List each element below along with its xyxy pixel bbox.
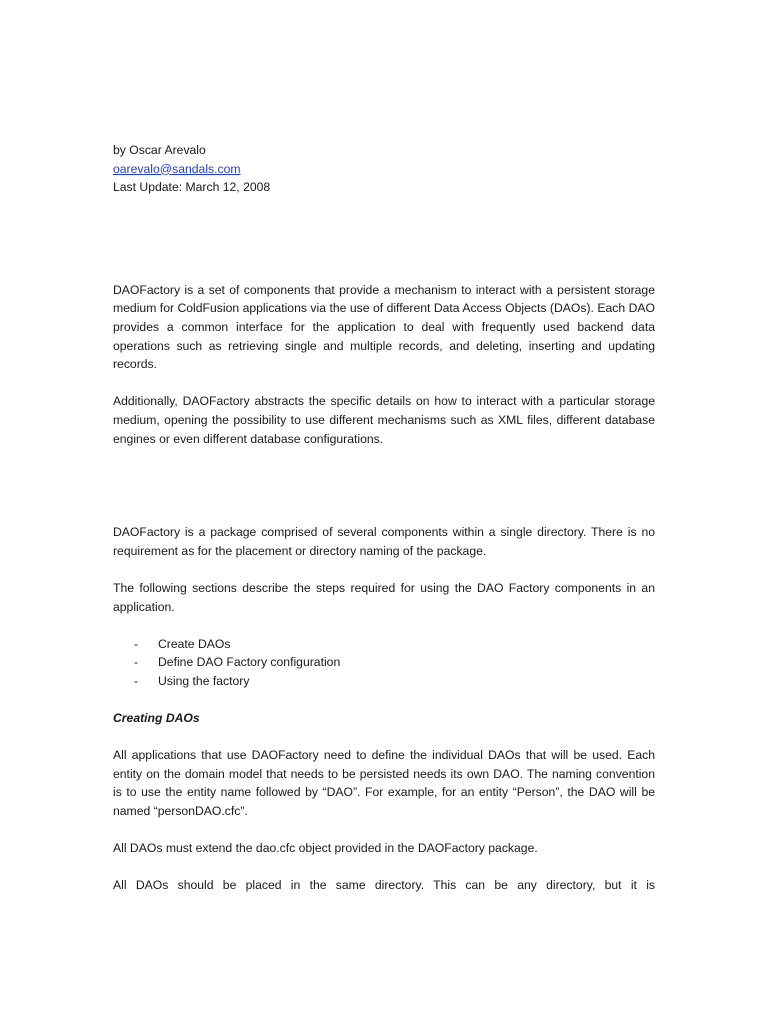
section-heading-creating-daos: Creating DAOs bbox=[113, 711, 200, 726]
last-update: Last Update: March 12, 2008 bbox=[113, 180, 271, 195]
package-paragraph-2: The following sections describe the steps required for using the DAO Factory components in an application. bbox=[113, 580, 655, 614]
list-item-label: Create DAOs bbox=[158, 636, 231, 651]
list-bullet: - bbox=[134, 655, 139, 670]
list-bullet: - bbox=[134, 673, 139, 688]
list-item bbox=[113, 635, 655, 654]
package-paragraph-1: DAOFactory is a package comprised of several components within a single directory. There is no requirement as for the placement or directory naming of the package. bbox=[113, 525, 655, 558]
creating-daos-paragraph-2: All DAOs must extend the dao.cfc object provided in the DAOFactory package. bbox=[113, 841, 538, 856]
creating-daos-paragraph-3: All DAOs should be placed in the same directory. This can be any directory, but it is bbox=[113, 878, 655, 893]
author-email-link[interactable]: oarevalo@sandals.com bbox=[113, 161, 241, 176]
list-item bbox=[113, 653, 655, 672]
author-block bbox=[113, 141, 655, 197]
list-bullet: - bbox=[134, 636, 139, 651]
creating-daos-paragraph-1: All applications that use DAOFactory need to define the individual DAOs that will be used. Each entity on the domain model that needs to be persisted needs its own DAO. The naming convention is to use the entity name followed by “DAO”. For example, for an entity “Person”, the DAO will be named “personDAO.cfc”. bbox=[113, 748, 655, 819]
author-byline: by Oscar Arevalo bbox=[113, 143, 206, 157]
list-item bbox=[113, 672, 655, 691]
document-body bbox=[113, 141, 655, 895]
list-item-label: Define DAO Factory configuration bbox=[158, 655, 341, 670]
steps-list bbox=[113, 635, 655, 691]
list-item-label: Using the factory bbox=[158, 673, 250, 688]
intro-paragraph-1: DAOFactory is a set of components that provide a mechanism to interact with a persistent storage medium for ColdFusion applications via the use of different Data Access Objects (DAOs). Each DAO provides a common interface for the application to deal with frequently used backend data operations such as retrieving single and multiple records, and deleting, inserting and updating records. bbox=[113, 282, 655, 372]
intro-paragraph-2: Additionally, DAOFactory abstracts the specific details on how to interact with a particular storage medium, opening the possibility to use different mechanisms such as XML files, different database engines or even different database configurations. bbox=[113, 394, 655, 446]
